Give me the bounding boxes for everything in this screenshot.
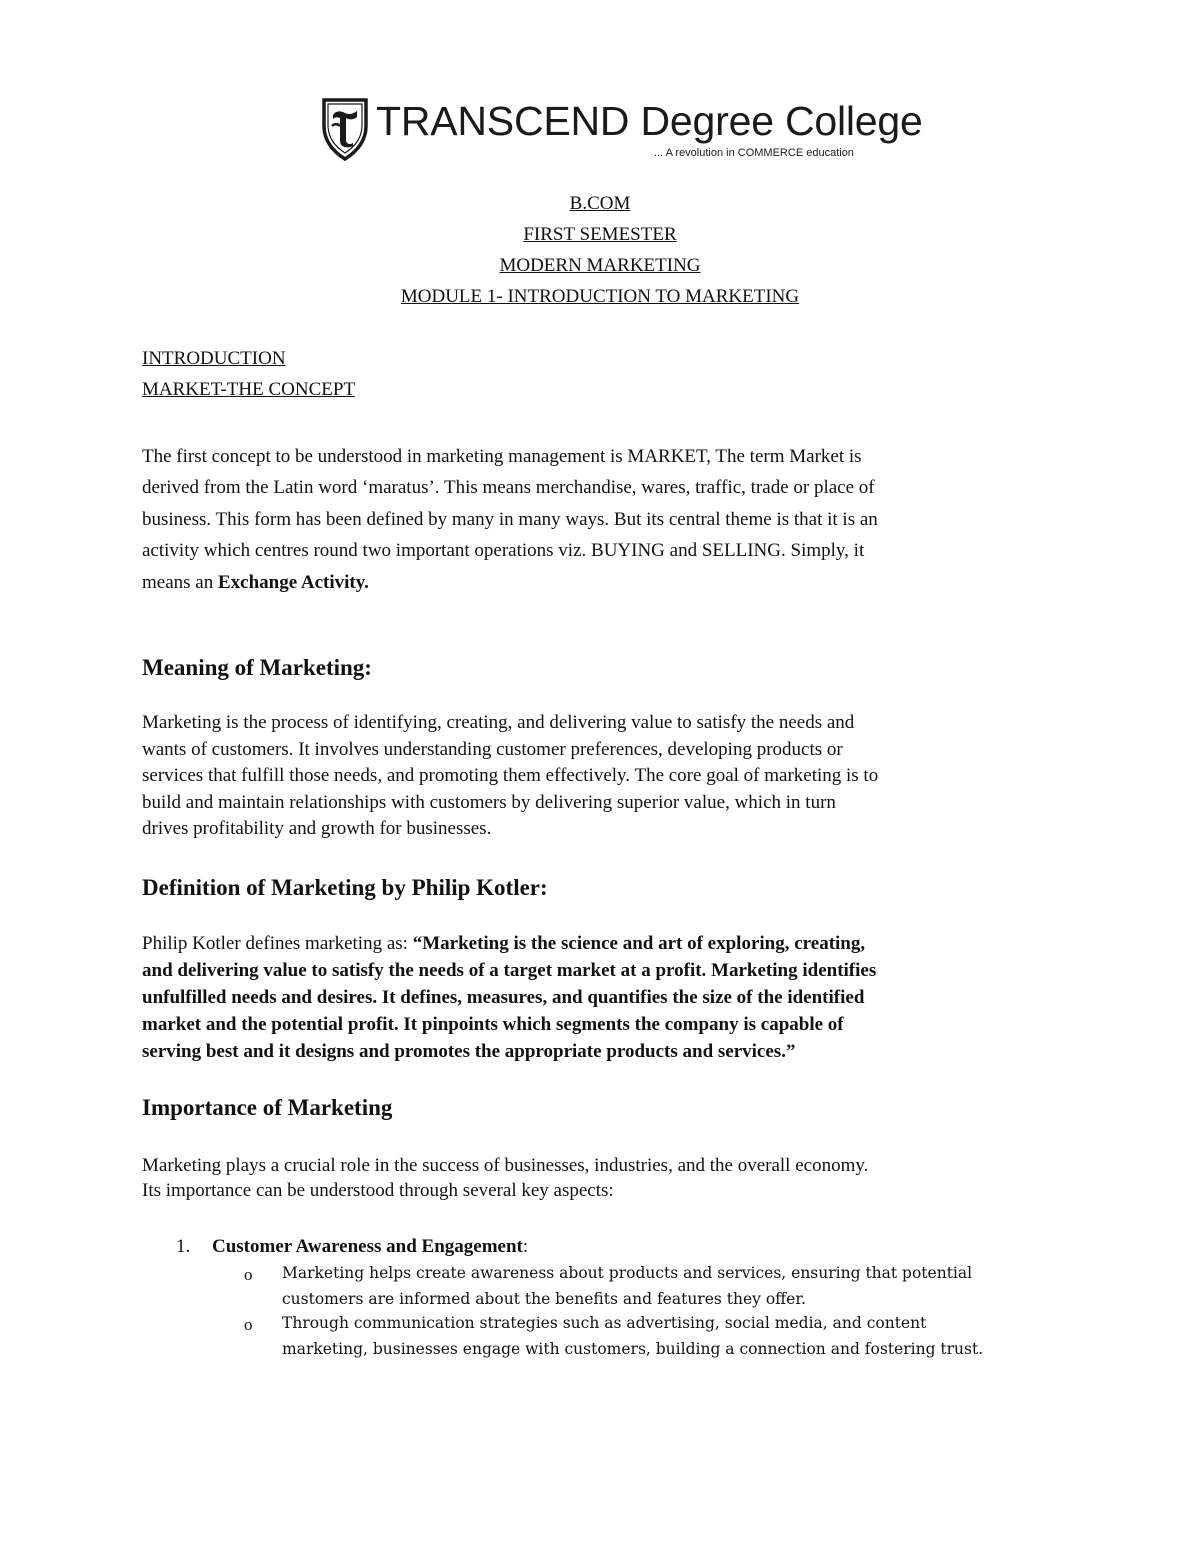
- semester-title: FIRST SEMESTER: [523, 224, 677, 245]
- paragraph-line: Marketing plays a crucial role in the success of businesses, industries, and the overall economy.: [142, 1155, 869, 1176]
- bullet-marker: o: [244, 1265, 253, 1284]
- bullet-line: marketing, businesses engage with customers, building a connection and fostering trust.: [282, 1339, 984, 1358]
- list-item-colon: :: [522, 1236, 529, 1257]
- list-item-title-text: Customer Awareness and Engagement: [212, 1236, 523, 1257]
- importance-paragraph: [142, 1153, 1072, 1203]
- bullet-line: Through communication strategies such as advertising, social media, and content: [282, 1314, 927, 1332]
- definition-intro: Philip Kotler defines marketing as:: [142, 933, 413, 954]
- quote-text: and delivering value to satisfy the needs of a target market at a profit. Marketing identifies: [142, 960, 877, 981]
- paragraph-line: [142, 567, 1072, 598]
- exchange-activity-term: Exchange Activity.: [217, 571, 369, 593]
- introduction-heading: INTRODUCTION: [142, 348, 286, 369]
- market-concept-paragraph: [142, 441, 1072, 598]
- bullet-line: customers are informed about the benefits and features they offer.: [282, 1289, 806, 1308]
- definition-paragraph: [142, 930, 1062, 1065]
- paragraph-line: [142, 984, 1062, 1011]
- paragraph-line: wants of customers. It involves understanding customer preferences, developing products or: [142, 738, 843, 760]
- paragraph-line: business. This form has been defined by many in many ways. But its central theme is that it is an: [142, 508, 878, 530]
- bullet-marker: o: [244, 1315, 253, 1334]
- college-logo: [320, 96, 923, 166]
- paragraph-line: Its importance can be understood through several key aspects:: [142, 1180, 614, 1201]
- module-title: MODULE 1- INTRODUCTION TO MARKETING: [400, 286, 800, 307]
- subject-title: MODERN MARKETING: [499, 255, 701, 276]
- meaning-heading: Meaning of Marketing:: [142, 655, 372, 680]
- list-item-number: 1.: [176, 1236, 191, 1257]
- paragraph-line: [142, 930, 1062, 957]
- paragraph-line: derived from the Latin word ‘maratus’. This means merchandise, wares, traffic, trade or place of: [142, 477, 875, 499]
- importance-heading: Importance of Marketing: [142, 1095, 393, 1120]
- paragraph-line: Marketing is the process of identifying, creating, and delivering value to satisfy the needs and: [142, 712, 855, 733]
- shield-t-crest-icon: [320, 96, 370, 162]
- bullet-line: Marketing helps create awareness about products and services, ensuring that potential: [282, 1264, 973, 1282]
- bullet-item: [282, 1261, 1062, 1312]
- paragraph-line: activity which centres round two important operations viz. BUYING and SELLING. Simply, it: [142, 540, 865, 562]
- college-name: TRANSCEND Degree College: [376, 98, 923, 144]
- paragraph-line: [142, 1038, 1062, 1065]
- paragraph-line: The first concept to be understood in marketing management is MARKET, The term Market is: [142, 446, 862, 467]
- quote-text: unfulfilled needs and desires. It defines, measures, and quantifies the size of the identified: [142, 987, 865, 1008]
- paragraph-line: [142, 957, 1062, 984]
- quote-text: market and the potential profit. It pinpoints which segments the company is capable of: [142, 1014, 844, 1035]
- paragraph-line: [142, 1011, 1062, 1038]
- paragraph-line: services that fulfill those needs, and promoting them effectively. The core goal of marketing is to: [142, 765, 879, 787]
- definition-heading: Definition of Marketing by Philip Kotler:: [142, 875, 548, 900]
- quote-text: “Marketing is the science and art of exploring, creating,: [412, 933, 866, 954]
- meaning-paragraph: [142, 710, 1072, 843]
- list-item-title: [212, 1234, 528, 1259]
- college-tagline: ... A revolution in COMMERCE education: [654, 147, 854, 159]
- paragraph-line: drives profitability and growth for businesses.: [142, 818, 492, 840]
- course-title: B.COM: [569, 193, 631, 214]
- bullet-item: [282, 1311, 1062, 1362]
- paragraph-text: means an: [142, 571, 218, 593]
- quote-text: serving best and it designs and promotes the appropriate products and services.”: [142, 1041, 796, 1062]
- paragraph-line: build and maintain relationships with customers by delivering superior value, which in turn: [142, 791, 836, 813]
- market-concept-heading: MARKET-THE CONCEPT: [142, 379, 356, 400]
